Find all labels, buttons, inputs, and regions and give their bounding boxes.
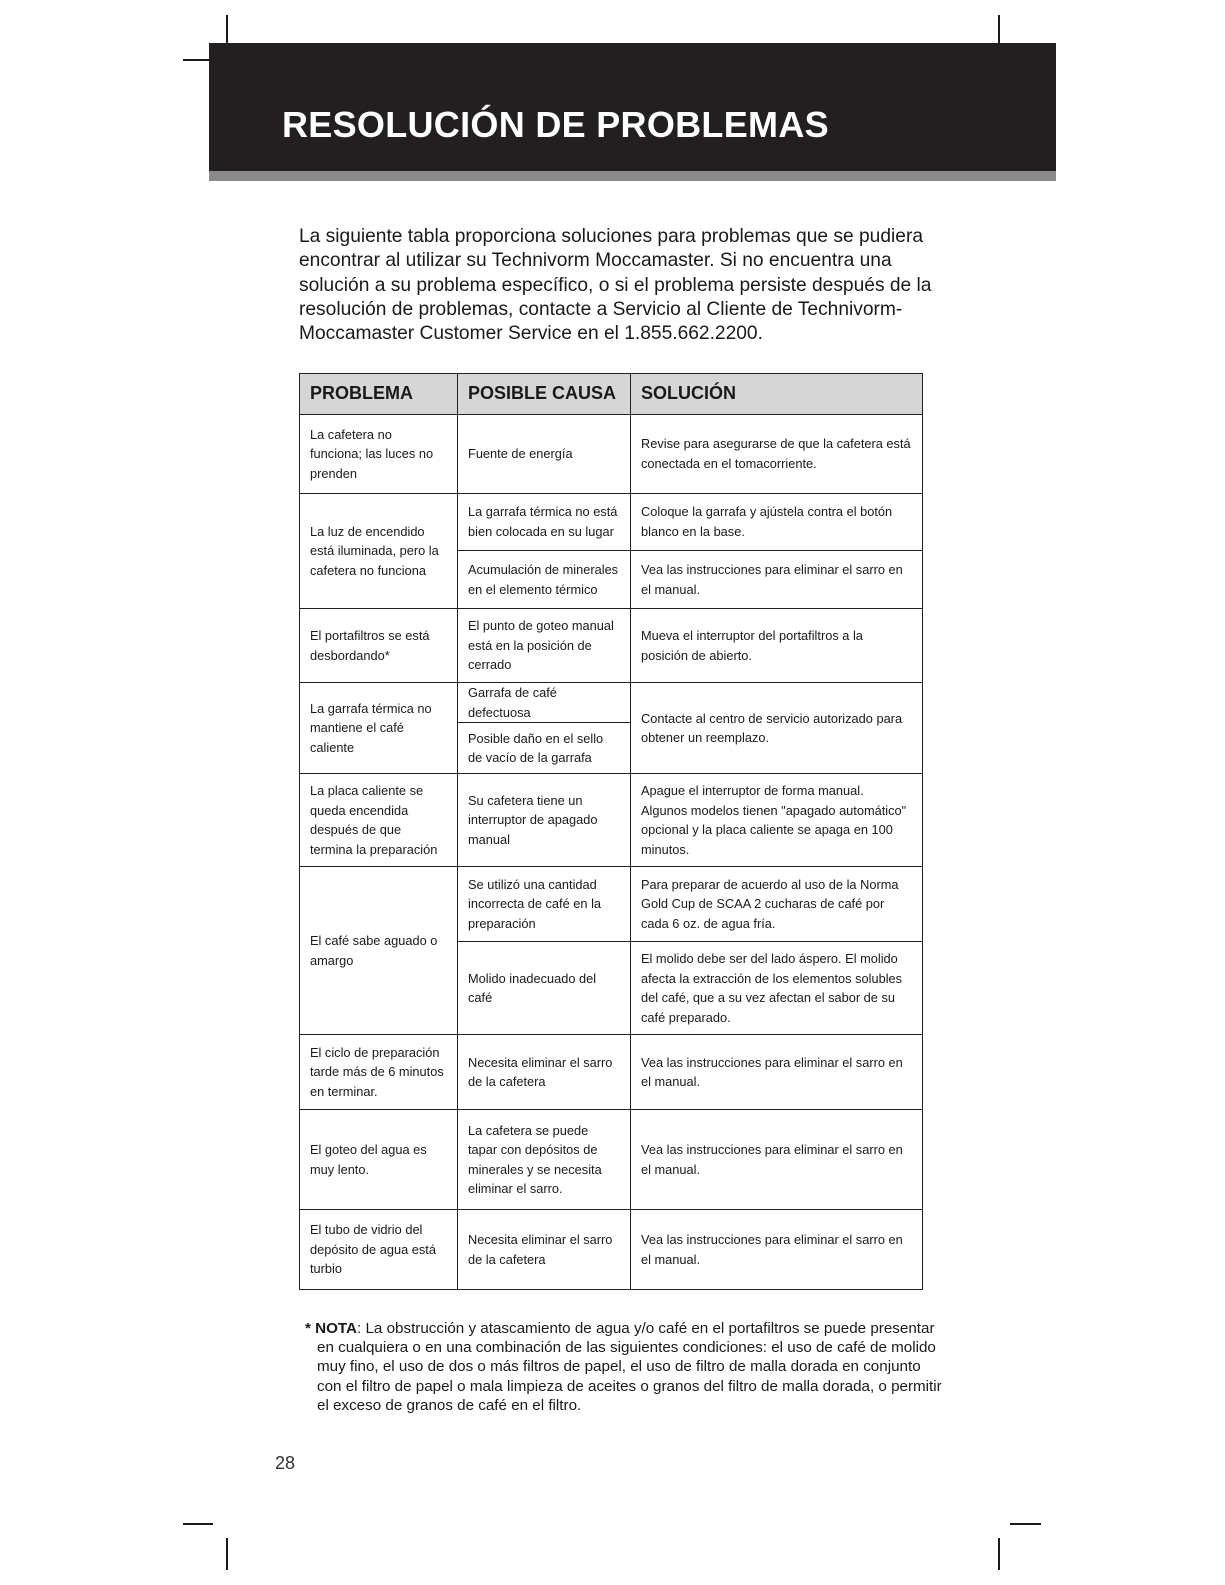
header-cause: POSIBLE CAUSA xyxy=(458,374,631,415)
footnote-label: * NOTA xyxy=(305,1320,358,1337)
cause-cell: El punto de goteo manual está en la posición de cerrado xyxy=(458,609,631,683)
solution-cell: Revise para asegurarse de que la cafetera está conectada en el tomacorriente. xyxy=(631,415,923,494)
cause-cell: Fuente de energía xyxy=(458,415,631,494)
cause-cell: La garrafa térmica no está bien colocada en su lugar xyxy=(458,494,631,551)
header-solution: SOLUCIÓN xyxy=(631,374,923,415)
table-row xyxy=(300,774,923,867)
solution-cell: Vea las instrucciones para eliminar el sarro en el manual. xyxy=(631,551,923,609)
solution-cell: El molido debe ser del lado áspero. El molido afecta la extracción de los elementos solubles del café, que a su vez afectan el sabor de su café preparado. xyxy=(631,942,923,1035)
problem-cell: El ciclo de preparación tarde más de 6 minutos en terminar. xyxy=(300,1035,458,1110)
table-header-row xyxy=(300,374,923,415)
table-row xyxy=(300,1035,923,1110)
solution-cell: Vea las instrucciones para eliminar el sarro en el manual. xyxy=(631,1110,923,1210)
problem-cell: La cafetera no funciona; las luces no prenden xyxy=(300,415,458,494)
cause-cell: La cafetera se puede tapar con depósitos de minerales y se necesita eliminar el sarro. xyxy=(458,1110,631,1210)
solution-cell: Mueva el interruptor del portafiltros a la posición de abierto. xyxy=(631,609,923,683)
intro-paragraph: La siguiente tabla proporciona soluciones para problemas que se pudiera encontrar al utilizar su Technivorm Moccamaster. Si no encuentra una solución a su problema específico, o si el problema persiste después de la resolución de problemas, contacte a Servicio al Cliente de Technivorm-Moccamaster Customer Service en el 1.855.662.2200. xyxy=(299,226,932,345)
cause-cell: Su cafetera tiene un interruptor de apagado manual xyxy=(458,774,631,867)
crop-mark xyxy=(183,1523,213,1525)
crop-mark xyxy=(998,1538,1000,1570)
solution-cell: Contacte al centro de servicio autorizado para obtener un reemplazo. xyxy=(631,683,923,774)
page-number: 28 xyxy=(275,1453,296,1473)
table-row xyxy=(300,609,923,683)
cause-cell: Garrafa de café defectuosa xyxy=(458,683,631,723)
problem-cell: La luz de encendido está iluminada, pero la cafetera no funciona xyxy=(300,494,458,609)
problem-cell: La garrafa térmica no mantiene el café caliente xyxy=(300,683,458,774)
cause-cell: Molido inadecuado del café xyxy=(458,942,631,1035)
cause-cell: Acumulación de minerales en el elemento térmico xyxy=(458,551,631,609)
page-title: RESOLUCIÓN DE PROBLEMAS xyxy=(282,104,829,145)
header-stripe xyxy=(209,171,1056,181)
problem-cell: La placa caliente se queda encendida después de que termina la preparación xyxy=(300,774,458,867)
solution-cell: Apague el interruptor de forma manual. Algunos modelos tienen "apagado automático" opcional y la placa caliente se apaga en 100 minutos. xyxy=(631,774,923,867)
problem-cell: El goteo del agua es muy lento. xyxy=(300,1110,458,1210)
cause-cell: Necesita eliminar el sarro de la cafetera xyxy=(458,1210,631,1290)
table-row xyxy=(300,494,923,551)
solution-cell: Para preparar de acuerdo al uso de la Norma Gold Cup de SCAA 2 cucharas de café por cada 6 oz. de agua fría. xyxy=(631,867,923,942)
solution-cell: Coloque la garrafa y ajústela contra el botón blanco en la base. xyxy=(631,494,923,551)
table-row xyxy=(300,1210,923,1290)
crop-mark xyxy=(1010,1523,1041,1525)
cause-cell: Necesita eliminar el sarro de la cafetera xyxy=(458,1035,631,1110)
solution-cell: Vea las instrucciones para eliminar el sarro en el manual. xyxy=(631,1035,923,1110)
table-row xyxy=(300,415,923,494)
crop-mark xyxy=(226,15,228,45)
cause-cell: Posible daño en el sello de vacío de la garrafa xyxy=(458,723,631,774)
cause-cell: Se utilizó una cantidad incorrecta de café en la preparación xyxy=(458,867,631,942)
footnote-text: : La obstrucción y atascamiento de agua y/o café en el portafiltros se puede presentar en cualquiera o en una combinación de las siguientes condiciones: el uso de café de molido muy fino, el uso de dos o más filtros de papel, el uso de filtro de malla dorada en conjunto con el filtro de papel o mala limpieza de aceites o granos del filtro de malla dorada, o permitir el exceso de granos de café en el filtro. xyxy=(317,1320,942,1414)
footnote xyxy=(305,1319,942,1415)
solution-cell: Vea las instrucciones para eliminar el sarro en el manual. xyxy=(631,1210,923,1290)
problem-cell: El tubo de vidrio del depósito de agua está turbio xyxy=(300,1210,458,1290)
troubleshooting-table xyxy=(299,373,923,1290)
table-row xyxy=(300,683,923,723)
table-row xyxy=(300,1110,923,1210)
header-problem: PROBLEMA xyxy=(300,374,458,415)
crop-mark xyxy=(998,15,1000,45)
table-row xyxy=(300,867,923,942)
crop-mark xyxy=(226,1538,228,1570)
problem-cell: El portafiltros se está desbordando* xyxy=(300,609,458,683)
problem-cell: El café sabe aguado o amargo xyxy=(300,867,458,1035)
